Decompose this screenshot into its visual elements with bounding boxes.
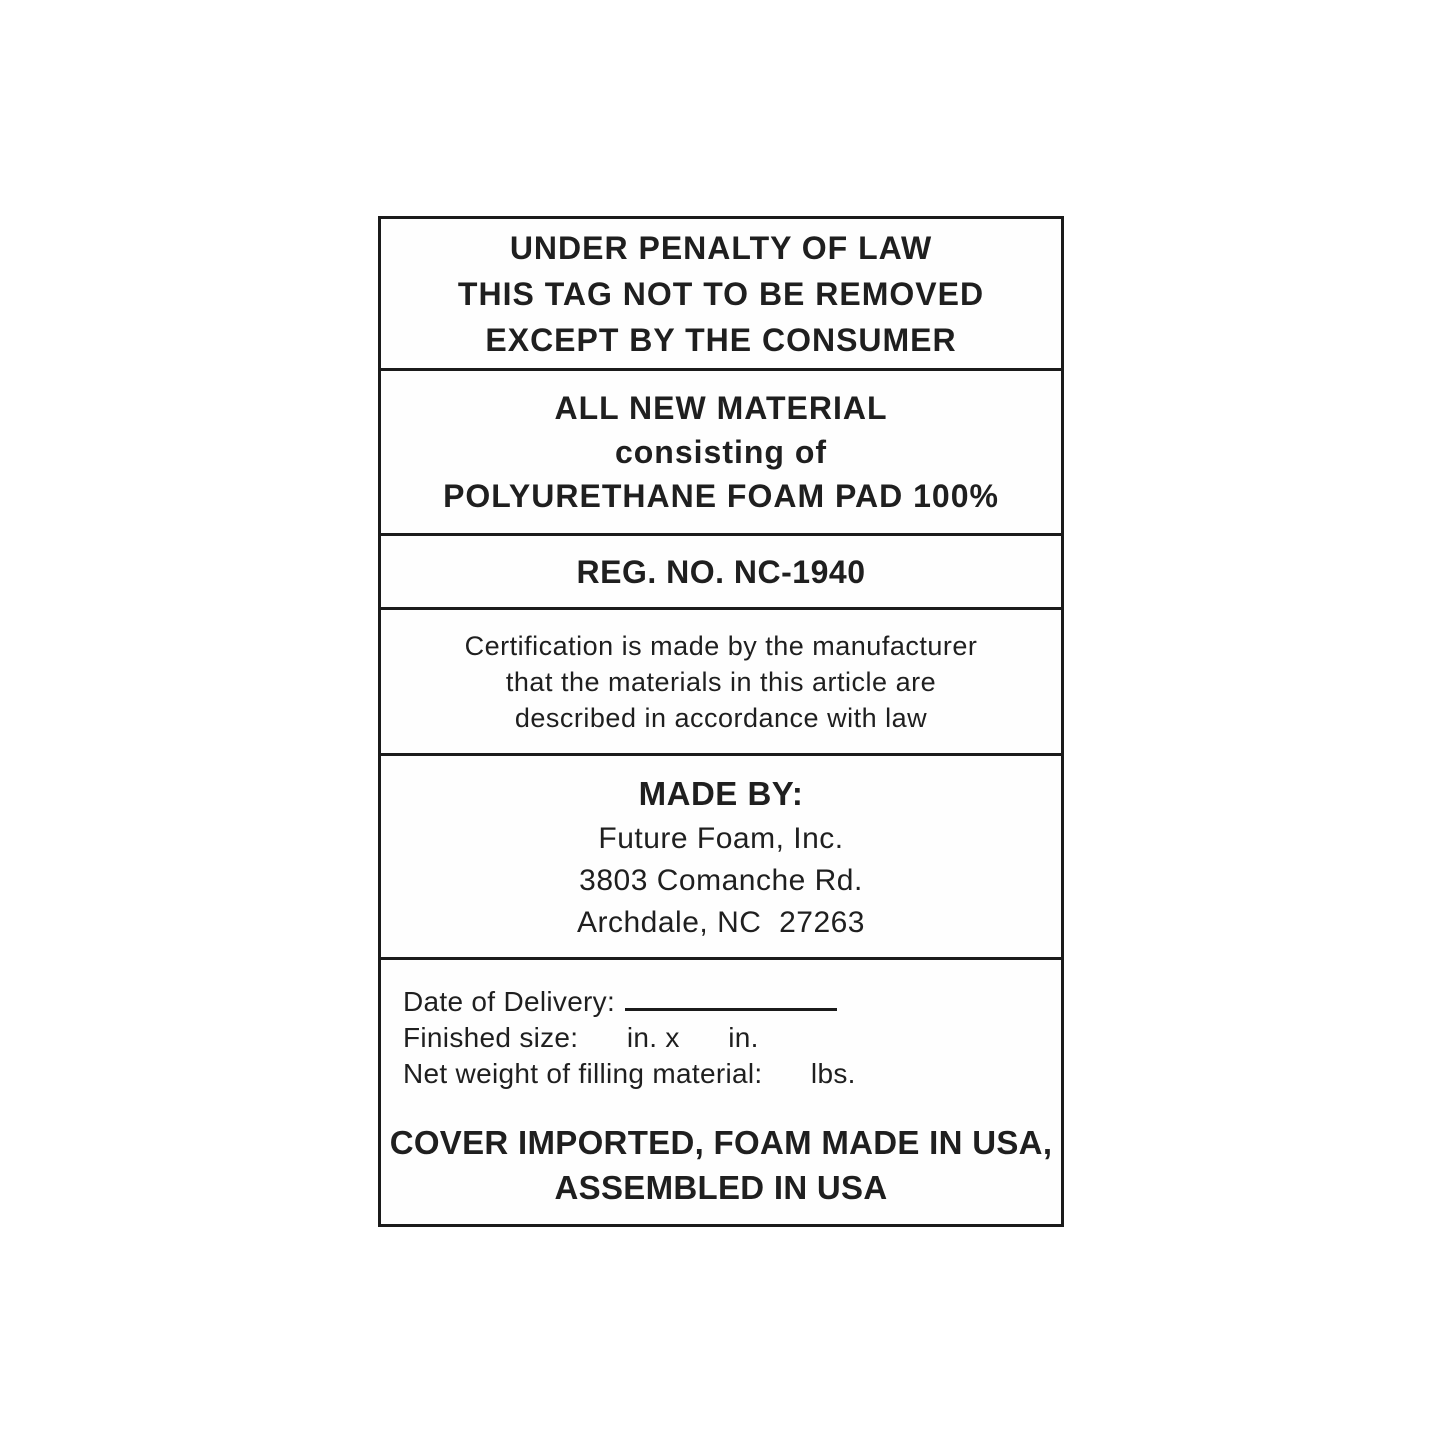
certification-line-2: that the materials in this article are: [505, 666, 937, 697]
manufacturer-name: Future Foam, Inc.: [598, 821, 844, 855]
certification-section: [381, 610, 1061, 756]
net-weight-row: Net weight of filling material: lbs.: [403, 1058, 856, 1089]
date-of-delivery-blank: [625, 982, 837, 1011]
penalty-line-3: EXCEPT BY THE CONSUMER: [485, 321, 957, 358]
registration-number: REG. NO. NC-1940: [576, 553, 866, 590]
material-section: [381, 371, 1061, 536]
date-of-delivery-row: [403, 982, 1061, 1020]
manufacturer-city-state-zip: Archdale, NC 27263: [577, 905, 865, 939]
finished-size-row: Finished size: in. x in.: [403, 1022, 759, 1053]
manufacturer-street: 3803 Comanche Rd.: [579, 863, 863, 897]
origin-line-1: COVER IMPORTED, FOAM MADE IN USA,: [389, 1124, 1053, 1161]
law-label: [378, 216, 1064, 1227]
material-line-1: ALL NEW MATERIAL: [554, 390, 888, 426]
material-line-3: POLYURETHANE FOAM PAD 100%: [443, 478, 999, 514]
details-section: [381, 960, 1061, 1224]
penalty-section: [381, 219, 1061, 371]
fill-in-fields: [381, 960, 1061, 1092]
origin-line-2: ASSEMBLED IN USA: [554, 1169, 888, 1206]
made-by-heading: MADE BY:: [638, 774, 804, 812]
certification-line-3: described in accordance with law: [514, 702, 928, 733]
material-line-2: consisting of: [614, 434, 828, 470]
origin-statement: [381, 1120, 1061, 1224]
date-of-delivery-label: Date of Delivery:: [403, 986, 616, 1017]
penalty-line-1: UNDER PENALTY OF LAW: [509, 229, 933, 266]
made-by-section: [381, 756, 1061, 960]
certification-line-1: Certification is made by the manufacturer: [464, 630, 978, 661]
penalty-line-2: THIS TAG NOT TO BE REMOVED: [457, 275, 985, 312]
registration-number-section: [381, 536, 1061, 610]
